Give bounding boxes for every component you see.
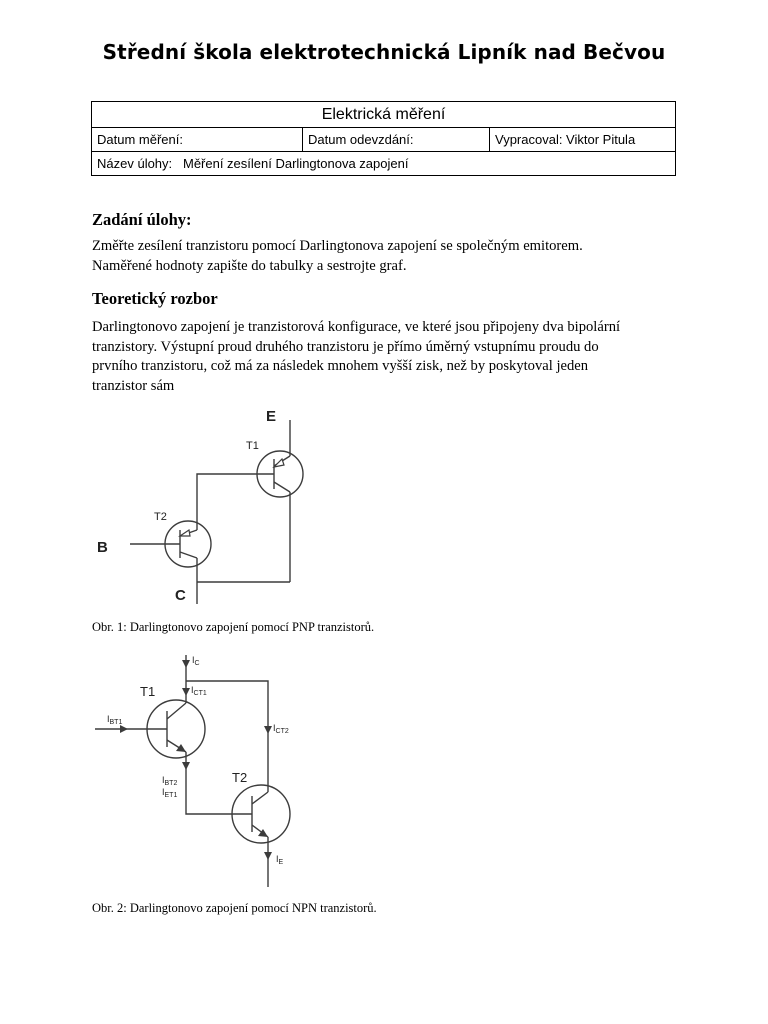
label-t1-npn: T1	[140, 684, 156, 699]
date-measured-cell: Datum měření:	[92, 128, 303, 152]
figure1-caption: Obr. 1: Darlingtonovo zapojení pomocí PNP tranzistorů.	[92, 620, 375, 634]
label-ibt2: $I_{BT2}$	[162, 775, 178, 787]
label-b: B	[97, 539, 108, 556]
ict1-arrow	[182, 688, 190, 696]
theory-line-4: tranzistor sám	[92, 377, 175, 394]
ibt2-arrow	[182, 762, 190, 770]
label-iet1: $I_{ET1}$	[162, 787, 178, 799]
label-t2-npn: T2	[232, 770, 248, 785]
ibt1-arrow	[120, 725, 128, 733]
label-ic: $I_C$	[192, 655, 200, 667]
assignment-heading: Zadání úlohy:	[92, 210, 192, 229]
theory-heading: Teoretický rozbor	[92, 289, 218, 308]
label-t2: T2	[154, 511, 167, 523]
assignment-line-1: Změřte zesílení tranzistoru pomocí Darlingtonova zapojení se společným emitorem.	[92, 238, 583, 254]
date-submitted-cell: Datum odevzdání:	[303, 128, 490, 152]
theory-line-1: Darlingtonovo zapojení je tranzistorová konfigurace, ve které jsou připojeny dva bipolární	[92, 319, 621, 335]
label-e: E	[266, 408, 277, 425]
ict2-wire	[186, 681, 268, 792]
t2-npn-collector-lead	[252, 792, 268, 804]
author-cell: Vypracoval: Viktor Pitula	[490, 128, 676, 152]
t1-npn-collector-lead	[167, 703, 186, 719]
ie-arrow	[264, 852, 272, 860]
t1-npn-emitter-arrow	[176, 744, 186, 752]
figure2-caption: Obr. 2: Darlingtonovo zapojení pomocí NPN tranzistorů.	[92, 901, 377, 915]
ic-arrow	[182, 660, 190, 668]
theory-line-3: prvního tranzistoru, což má za následek mnohem vyšší zisk, než by poskytoval jeden	[92, 358, 589, 374]
label-t1: T1	[246, 440, 259, 452]
theory-line-2: tranzistory. Výstupní proud druhého tranzistoru je přímo úměrný vstupnímu proudu do	[92, 338, 599, 355]
label-ibt1: $I_{BT1}$	[107, 714, 123, 726]
task-name-cell: Název úlohy: Měření zesílení Darlingtonova zapojení	[92, 152, 676, 176]
assignment-line-2: Naměřené hodnoty zapište do tabulky a sestrojte graf.	[92, 257, 407, 274]
label-ict2: $I_{CT2}$	[273, 723, 289, 735]
label-ict1: $I_{CT1}$	[191, 685, 207, 697]
label-c: C	[175, 587, 186, 604]
school-name: Střední škola elektrotechnická Lipník nad Bečvou	[102, 40, 666, 64]
ict2-arrow	[264, 726, 272, 734]
label-ie: $I_E$	[276, 854, 284, 866]
subject-title: Elektrická měření	[92, 102, 676, 128]
